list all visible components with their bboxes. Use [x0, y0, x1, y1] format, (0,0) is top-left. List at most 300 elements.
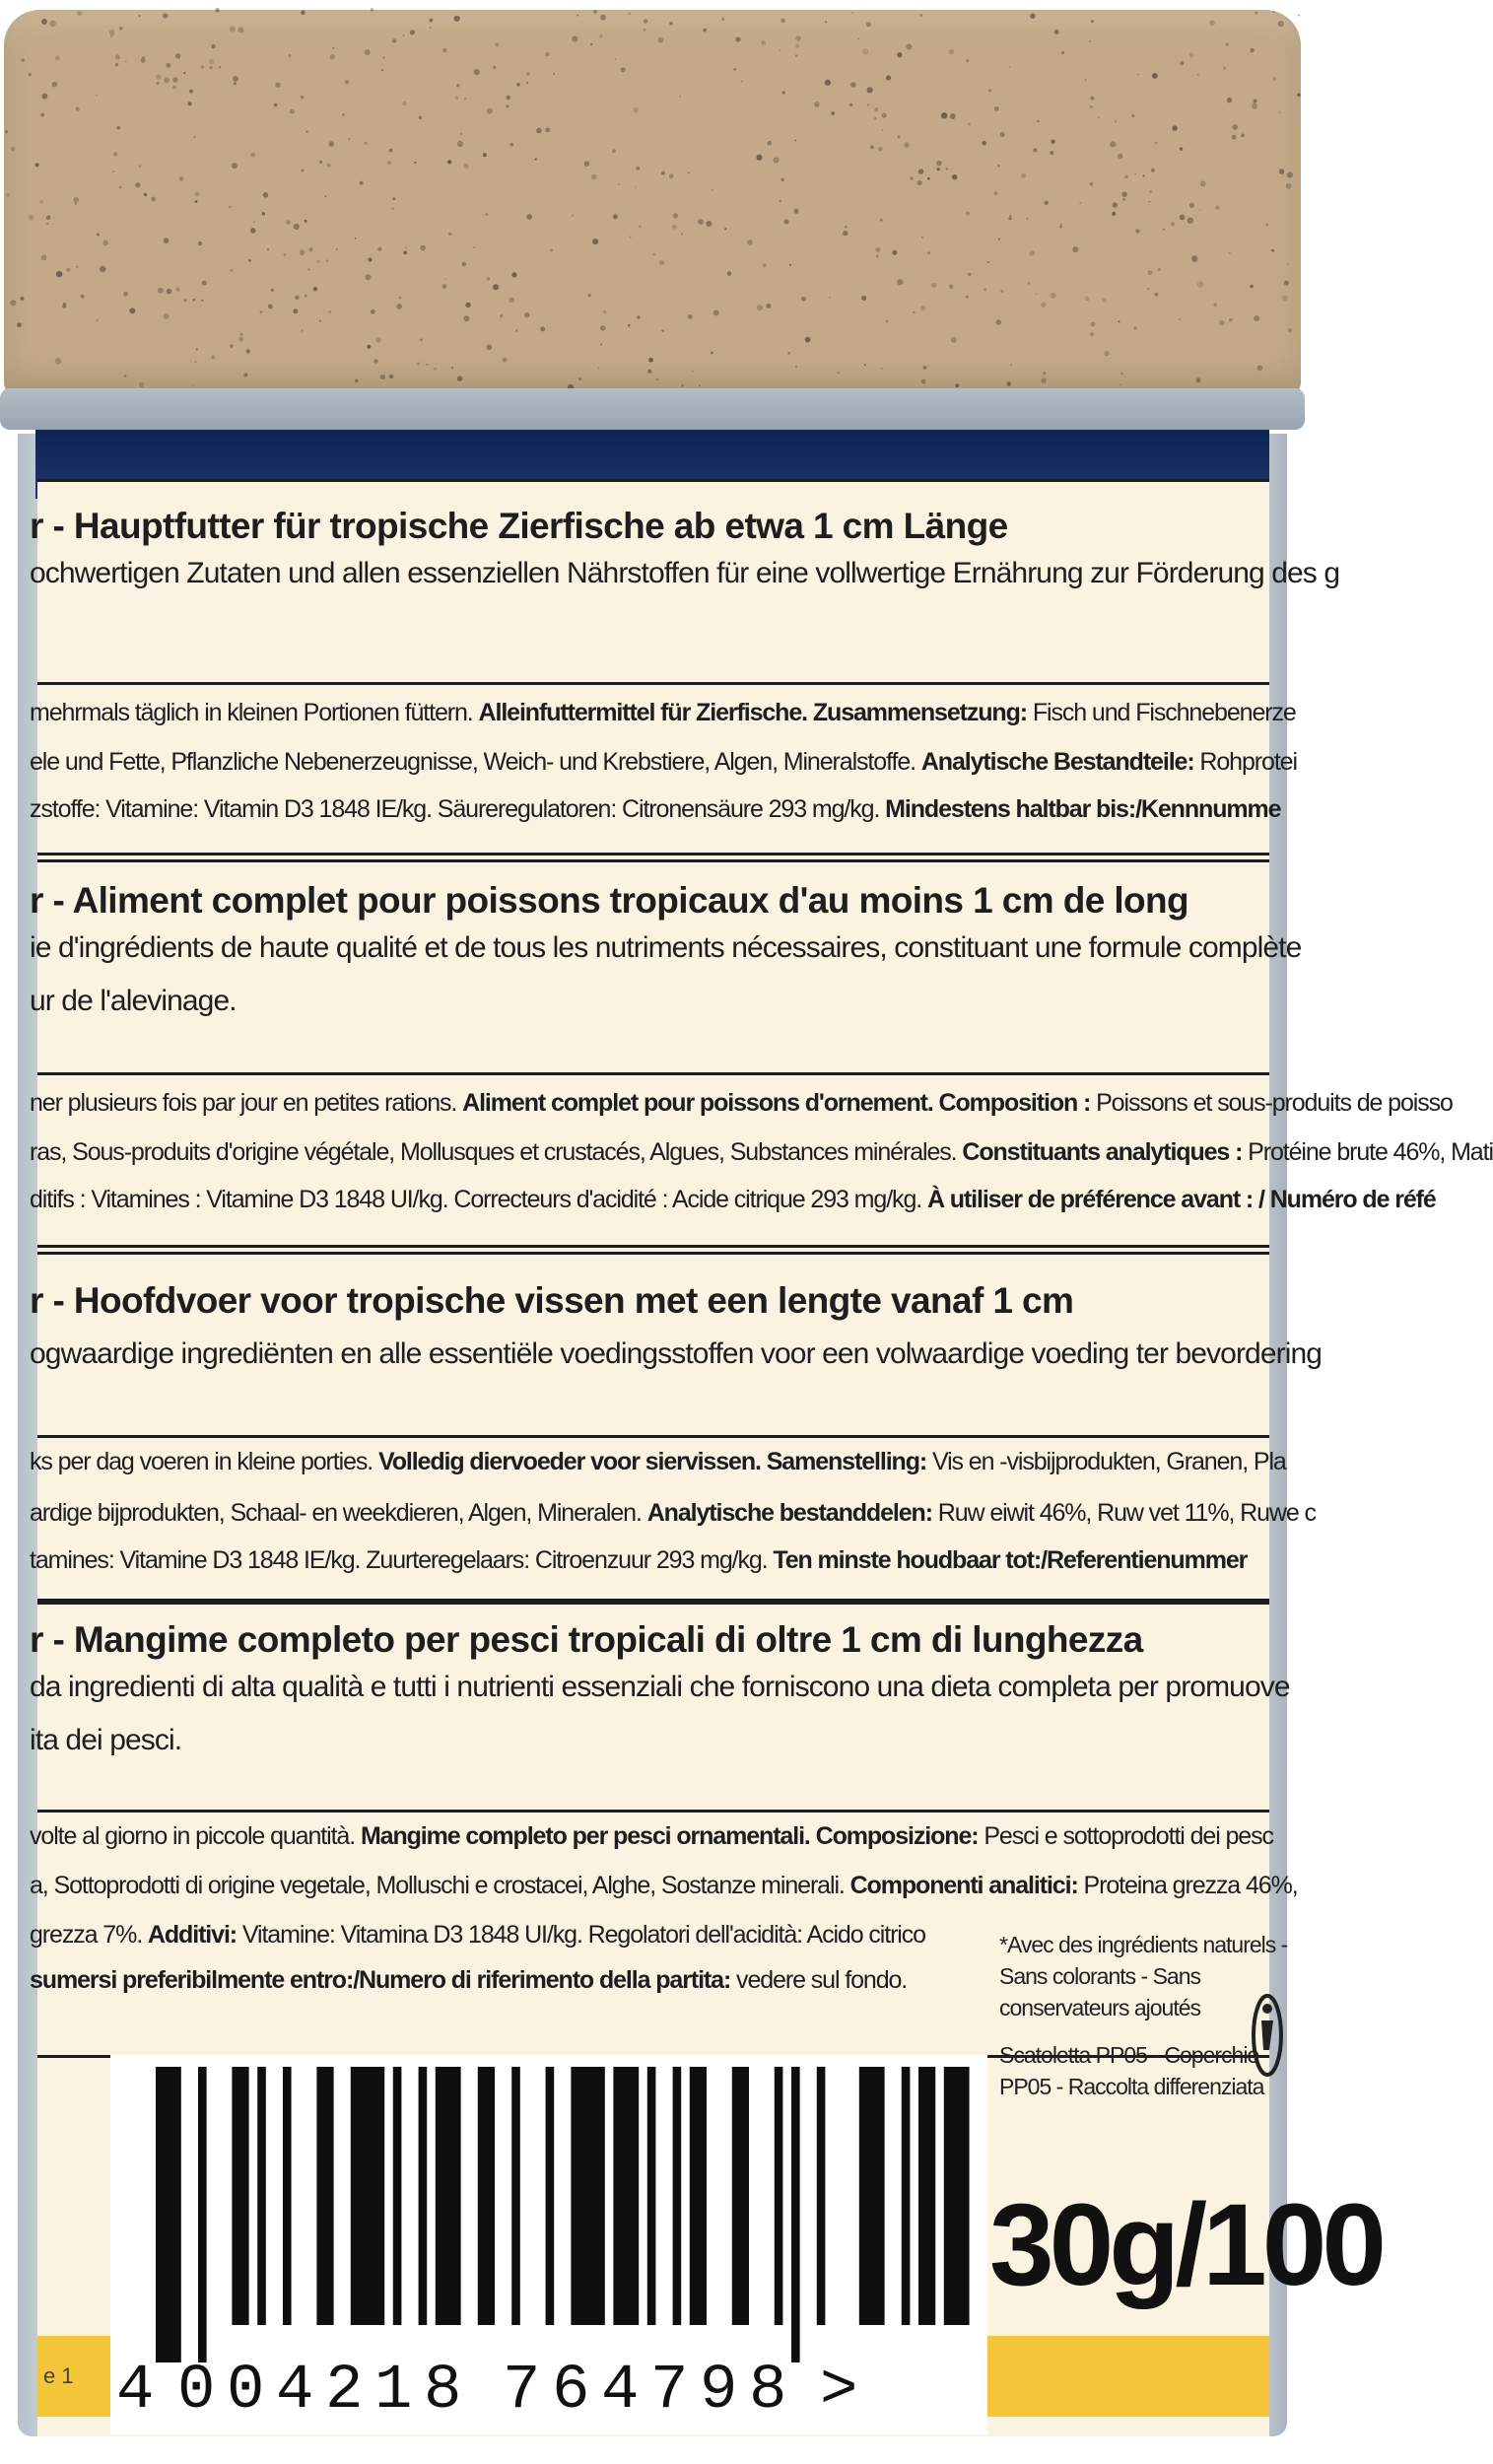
lid-speckle: [55, 56, 60, 61]
lid-speckle: [998, 239, 1000, 240]
lid-speckle: [113, 152, 117, 156]
lid-speckle: [142, 56, 146, 60]
lid-speckle: [761, 40, 766, 45]
barcode-bar: [393, 2067, 402, 2325]
lid-speckle: [1089, 40, 1091, 42]
lid-speckle: [572, 36, 577, 42]
label-text-line: [30, 1822, 1273, 1851]
lid-speckle: [1179, 318, 1181, 320]
text-segment: ele und Fette, Pflanzliche Nebenerzeugnisse, Weich- und Krebstiere, Algen, Mineralstoffe.: [30, 748, 921, 776]
lid-speckle: [210, 66, 213, 69]
lid-speckle: [699, 384, 701, 386]
lid-speckle: [1272, 11, 1274, 13]
lid-speckle: [183, 299, 186, 302]
lid-speckle: [1085, 79, 1087, 81]
lid-speckle: [795, 35, 801, 41]
lid-speckle: [211, 355, 215, 359]
lid-speckle: [11, 147, 15, 151]
lid-speckle: [966, 296, 969, 299]
lid-speckle: [600, 15, 606, 21]
lid-speckle: [613, 215, 618, 220]
text-segment: grezza 7%.: [30, 1921, 148, 1949]
text-segment: Poissons et sous-produits de poisso: [1090, 1089, 1453, 1117]
lid-speckle: [1209, 20, 1215, 26]
lid-speckle: [921, 237, 923, 239]
barcode-bar: [257, 2067, 266, 2325]
lid-speckle: [600, 325, 605, 330]
lid-speckle: [262, 212, 265, 215]
lid-speckle: [861, 296, 866, 301]
lid-speckle: [119, 186, 121, 188]
lid-speckle: [392, 208, 394, 210]
label-text-line: [30, 1280, 1073, 1322]
lid-speckle: [474, 69, 480, 75]
barcode-bar: [436, 2067, 461, 2325]
lid-speckle: [794, 140, 796, 142]
barcode: [110, 2055, 987, 2434]
lid-speckle: [324, 195, 326, 197]
lid-speckle: [1265, 224, 1268, 227]
barcode-bar: [478, 2067, 495, 2325]
lid-speckle: [507, 96, 510, 100]
lid-speckle: [156, 74, 161, 79]
barcode-digit: 0: [177, 2356, 216, 2427]
lid-speckle: [387, 161, 391, 165]
lid-speckle: [1091, 20, 1094, 23]
lid-speckle: [1232, 124, 1238, 130]
lid-speckle: [1189, 53, 1194, 58]
lid-speckle: [355, 238, 357, 240]
barcode-digit: 0: [227, 2356, 265, 2427]
lid-speckle: [75, 203, 77, 205]
lid-speckle: [1060, 224, 1062, 226]
text-segment: Rohprotei: [1193, 748, 1297, 776]
lid-speckle: [81, 295, 85, 299]
lid-speckle: [644, 19, 647, 23]
barcode-digit: 4: [116, 2356, 155, 2427]
lid-speckle: [1188, 218, 1193, 224]
lid-speckle: [661, 329, 663, 331]
lid-speckle: [41, 255, 47, 261]
lid-speckle: [1200, 181, 1206, 187]
lid-speckle: [328, 310, 331, 313]
text-segment: À utiliser de préférence avant : / Numéro de réfé: [926, 1186, 1436, 1213]
label-detail-section: [30, 1435, 1316, 1605]
lid-speckle: [1254, 100, 1257, 103]
lid-speckle: [316, 260, 319, 263]
lid-speckle: [1143, 175, 1145, 177]
lid-speckle: [192, 384, 194, 386]
barcode-bar: [775, 2067, 783, 2325]
lid-speckle: [456, 84, 459, 87]
lid-speckle: [355, 379, 359, 383]
lid-speckle: [462, 262, 466, 266]
lid-speckle: [600, 343, 602, 345]
lid-speckle: [876, 255, 879, 258]
lid-speckle: [330, 54, 335, 59]
label-title-section: [30, 1252, 1323, 1438]
lid-speckle: [300, 249, 305, 255]
lid-speckle: [1287, 171, 1293, 177]
lid-speckle: [1118, 154, 1122, 159]
label-text-line: [30, 1138, 1493, 1167]
text-segment: Protéine brute 46%, Mati: [1242, 1138, 1493, 1166]
lid-speckle: [327, 164, 331, 168]
lid-speckle: [633, 107, 639, 113]
lid-speckle: [867, 103, 870, 106]
lid-speckle: [648, 358, 653, 363]
lid-speckle: [874, 117, 876, 119]
label-detail-section: [30, 1072, 1493, 1248]
lid-speckle: [289, 54, 292, 57]
lid-speckle: [139, 165, 142, 168]
lid-speckle: [179, 176, 184, 181]
lid-speckle: [874, 107, 878, 111]
lid-speckle: [219, 66, 221, 68]
lid-speckle: [849, 103, 853, 107]
barcode-digit: 1: [374, 2356, 413, 2427]
lid-speckle: [1001, 290, 1004, 293]
lid-speckle: [897, 279, 903, 285]
lid-speckle: [913, 311, 916, 314]
lid-speckle: [1054, 30, 1059, 34]
lid-speckle: [192, 299, 195, 302]
lid-speckle: [158, 288, 164, 294]
label-text-line: [30, 880, 1188, 922]
lid-speckle: [76, 107, 80, 111]
lid-speckle: [795, 54, 798, 57]
lid-speckle: [724, 228, 726, 230]
lid-speckle: [29, 73, 32, 76]
lid-speckle: [380, 375, 385, 379]
lid-speckle: [886, 320, 889, 323]
lid-speckle: [301, 11, 305, 16]
lid-speckle: [881, 368, 883, 370]
lid-speckle: [1199, 209, 1201, 211]
text-segment: Analytische Bestandteile:: [920, 748, 1194, 776]
lid-speckle: [615, 58, 617, 60]
lid-speckle: [937, 168, 940, 171]
lid-speckle: [345, 80, 349, 84]
lid-speckle: [1052, 140, 1055, 144]
lid-speckle: [1149, 190, 1152, 193]
lid-speckle: [1030, 250, 1036, 256]
lid-speckle: [371, 309, 375, 314]
barcode-digit: 4: [276, 2356, 314, 2427]
text-segment: Ruw eiwit 46%, Ruw vet 11%, Ruwe c: [931, 1499, 1316, 1527]
lid-speckle: [644, 29, 646, 32]
lid-speckle: [463, 315, 469, 321]
lid-speckle: [434, 368, 437, 371]
text-segment: r - Aliment complet pour poissons tropicaux d'au moins 1 cm de long: [30, 880, 1189, 921]
lid-speckle: [1090, 182, 1094, 186]
lid-speckle: [968, 122, 971, 125]
lid-speckle: [545, 128, 550, 133]
lid-speckle: [1254, 315, 1259, 321]
lid-speckle: [172, 77, 177, 82]
lid-speckle: [997, 165, 1000, 168]
lid-speckle: [904, 142, 910, 148]
lid-speckle: [1090, 105, 1093, 108]
lid-speckle: [1090, 97, 1094, 101]
lid-speckle: [553, 73, 555, 75]
net-weight: 30g/100: [989, 2180, 1382, 2310]
lid-speckle: [139, 382, 144, 387]
lid-speckle: [1250, 285, 1254, 289]
lid-speckle: [381, 69, 383, 71]
label-text-line: [30, 1089, 1453, 1118]
lid-speckle: [1021, 173, 1026, 178]
lid-speckle: [706, 221, 712, 227]
lid-speckle: [493, 66, 496, 69]
lid-speckle: [309, 247, 313, 251]
lid-speckle: [74, 197, 79, 202]
lid-speckle: [535, 158, 537, 160]
lid-speckle: [526, 82, 528, 84]
lid-rim: [0, 388, 1305, 430]
lid-speckle: [454, 16, 460, 22]
lid-speckle: [1158, 268, 1161, 271]
lid-speckle: [780, 200, 781, 202]
lid-speckle: [365, 49, 371, 55]
lid-speckle: [305, 131, 307, 133]
lid-speckle: [1223, 67, 1226, 70]
lid-speckle: [628, 324, 631, 327]
lid-speckle: [119, 27, 123, 31]
lid-speckle: [305, 220, 307, 223]
lid-speckle: [305, 295, 307, 298]
lid-speckle: [201, 300, 203, 302]
lid-speckle: [35, 163, 39, 167]
barcode-bar: [647, 2067, 656, 2325]
text-segment: da ingredienti di alta qualità e tutti i nutrienti essenziali che forniscono una dieta completa per promuove: [30, 1671, 1290, 1703]
barcode-bar: [316, 2067, 333, 2325]
text-segment: ner plusieurs fois par jour en petites rations.: [30, 1089, 463, 1117]
text-segment: sumersi preferibilmente entro:/Numero di riferimento della partita:: [30, 1966, 731, 1994]
lid-speckle: [1085, 297, 1090, 302]
lid-speckle: [630, 237, 632, 239]
lid-speckle: [1149, 201, 1151, 203]
lid-speckle: [293, 308, 298, 313]
lid-speckle: [679, 96, 681, 98]
lid-speckle: [1155, 293, 1159, 297]
lid-speckle: [6, 193, 9, 196]
lid-speckle: [46, 223, 48, 225]
lid-speckle: [931, 283, 936, 288]
lid-speckle: [52, 82, 58, 88]
lid-speckle: [419, 116, 423, 120]
lid-speckle: [1044, 372, 1047, 375]
lid-speckle: [17, 322, 22, 327]
lid-speckle: [1151, 169, 1155, 172]
lid-speckle: [319, 161, 322, 164]
lid-speckle: [46, 216, 51, 221]
lid-speckle: [124, 375, 127, 377]
lid-speckle: [402, 102, 406, 105]
lid-speckle: [774, 158, 780, 164]
barcode-digit: 7: [650, 2356, 689, 2427]
lid-speckle: [1226, 42, 1229, 45]
lid-speckle: [703, 29, 707, 33]
lid-speckle: [996, 319, 1002, 325]
label-title-section: [30, 479, 1340, 685]
text-segment: Ten minste houdbaar tot:/Referentienummer: [773, 1546, 1248, 1574]
lid-speckle: [688, 171, 690, 173]
lid-speckle: [1134, 173, 1136, 175]
lid-speckle: [164, 313, 170, 319]
tidyman-icon: [1244, 1981, 1283, 2089]
text-segment: tamines: Vitamine D3 1848 IE/kg. Zuurteregelaars: Citroenzuur 293 mg/kg.: [30, 1546, 774, 1574]
lid-speckle: [483, 153, 487, 157]
lid-speckle: [1271, 249, 1274, 252]
label-text-line: [30, 506, 1008, 547]
lid-speckle: [540, 326, 545, 331]
lid-speckle: [1113, 202, 1118, 207]
lid-speckle: [403, 251, 407, 255]
lid-speckle: [597, 368, 599, 370]
lid-speckle: [426, 364, 428, 366]
lid-speckle: [1112, 212, 1116, 216]
lid-speckle: [368, 257, 372, 261]
lid-speckle: [232, 163, 238, 169]
lid-speckle: [1229, 318, 1233, 322]
note-line: conservateurs ajoutés: [999, 1995, 1201, 2020]
lid-speckle: [1298, 15, 1300, 17]
lid-speckle: [125, 61, 127, 63]
text-segment: vedere sul fondo.: [730, 1966, 908, 1994]
lid-speckle: [795, 44, 799, 48]
lid-speckle: [375, 337, 381, 343]
lid-speckle: [1196, 74, 1198, 76]
lid-speckle: [511, 272, 516, 277]
lid-speckle: [195, 192, 200, 197]
lid-speckle: [367, 345, 371, 349]
lid-speckle: [712, 189, 713, 191]
lid-speckle: [100, 266, 105, 272]
lid-speckle: [782, 91, 785, 94]
text-segment: r - Hauptfutter für tropische Zierfische ab etwa 1 cm Länge: [30, 506, 1008, 546]
lid-speckle: [240, 333, 243, 336]
lid-speckle: [878, 147, 882, 151]
text-segment: ras, Sous-produits d'origine végétale, Mollusques et crustacés, Algues, Substances minérales.: [30, 1138, 963, 1166]
lid-speckle: [112, 171, 114, 172]
lid-speckle: [1152, 73, 1158, 79]
barcode-bar: [690, 2067, 707, 2325]
lid-speckle: [211, 44, 215, 48]
text-segment: Mangime completo per pesci ornamentali. Composizione:: [360, 1822, 979, 1850]
lid-speckle: [448, 233, 451, 236]
lid-speckle: [414, 162, 416, 164]
lid-speckle: [233, 76, 238, 82]
lid-speckle: [898, 135, 901, 138]
lid-speckle: [40, 113, 44, 117]
lid-speckle: [780, 19, 785, 24]
lid-speckle: [403, 34, 405, 36]
lid-speckle: [681, 384, 684, 387]
barcode-digits: [110, 2356, 987, 2425]
lid-speckle: [188, 102, 192, 105]
lid-speckle: [1079, 202, 1081, 204]
lid-speckle: [536, 128, 542, 134]
lid-speckle: [672, 225, 677, 230]
note-line: Sans colorants - Sans: [999, 1963, 1201, 1989]
lid-speckle: [275, 83, 280, 88]
lid-speckle: [319, 320, 321, 322]
lid-speckle: [29, 215, 34, 221]
lid-speckle: [1251, 48, 1255, 52]
lid-speckle: [787, 352, 790, 355]
lid-speckle: [984, 288, 986, 291]
lid-speckle: [1197, 281, 1203, 287]
lid-speckle: [968, 273, 971, 276]
lid-speckle: [550, 249, 553, 252]
lid-speckle: [290, 109, 295, 114]
barcode-digit: 6: [552, 2356, 590, 2427]
lid-speckle: [1133, 326, 1136, 329]
lid-speckle: [41, 19, 47, 25]
text-segment: Pesci e sottoprodotti dei pesc: [978, 1822, 1273, 1850]
lid-speckle: [268, 305, 273, 309]
lid-speckle: [851, 12, 853, 14]
lid-speckle: [109, 30, 115, 35]
lid-speckle: [164, 77, 170, 83]
lid-speckle: [202, 281, 207, 286]
lid-speckle: [628, 13, 630, 15]
lid-speckle: [1229, 252, 1231, 254]
text-segment: volte al giorno in piccole quantità.: [30, 1822, 361, 1850]
lid-speckle: [1137, 74, 1139, 76]
lid-speckle: [230, 344, 233, 347]
lid-speckle: [1252, 103, 1257, 109]
lid-speckle: [382, 56, 384, 58]
lid-speckle: [987, 261, 989, 263]
barcode-bar: [732, 2067, 749, 2325]
lid-speckle: [96, 319, 98, 321]
lid-speckle: [1180, 61, 1184, 65]
barcode-digit: 7: [503, 2356, 541, 2427]
label-text-line: [30, 1546, 1247, 1575]
lid-speckle: [495, 43, 499, 47]
label-text-line: [30, 1337, 1322, 1371]
lid-speckle: [1027, 282, 1030, 285]
lid-speckle: [389, 149, 393, 153]
lid-speckle: [653, 253, 655, 255]
lid-speckle: [503, 358, 508, 363]
lid-speckle: [55, 358, 61, 364]
lid-speckle: [1091, 322, 1096, 327]
lid-speckle: [727, 271, 732, 276]
lid-speckle: [592, 239, 598, 244]
text-segment: mehrmals täglich in kleinen Portionen füttern.: [30, 699, 479, 726]
lid-speckle: [267, 248, 269, 250]
lid-speckle: [590, 43, 592, 45]
lid-speckle: [253, 221, 255, 223]
lid-speckle: [1045, 201, 1049, 205]
text-segment: Vis en -visbijprodukten, Granen, Pla: [926, 1448, 1286, 1475]
lid-speckle: [487, 277, 491, 281]
lid-speckle: [988, 89, 991, 92]
lid-speckle: [313, 287, 318, 292]
text-segment: Aliment complet pour poissons d'ornement. Composition :: [462, 1089, 1091, 1117]
lid-speckle: [1135, 229, 1139, 233]
lid-speckle: [918, 169, 923, 173]
lid-speckle: [893, 250, 898, 255]
barcode-bar: [613, 2067, 639, 2325]
lid-speckle: [1050, 151, 1053, 155]
barcode-bar: [817, 2067, 826, 2325]
lid-speckle: [618, 183, 620, 185]
lid-speckle: [659, 260, 664, 265]
